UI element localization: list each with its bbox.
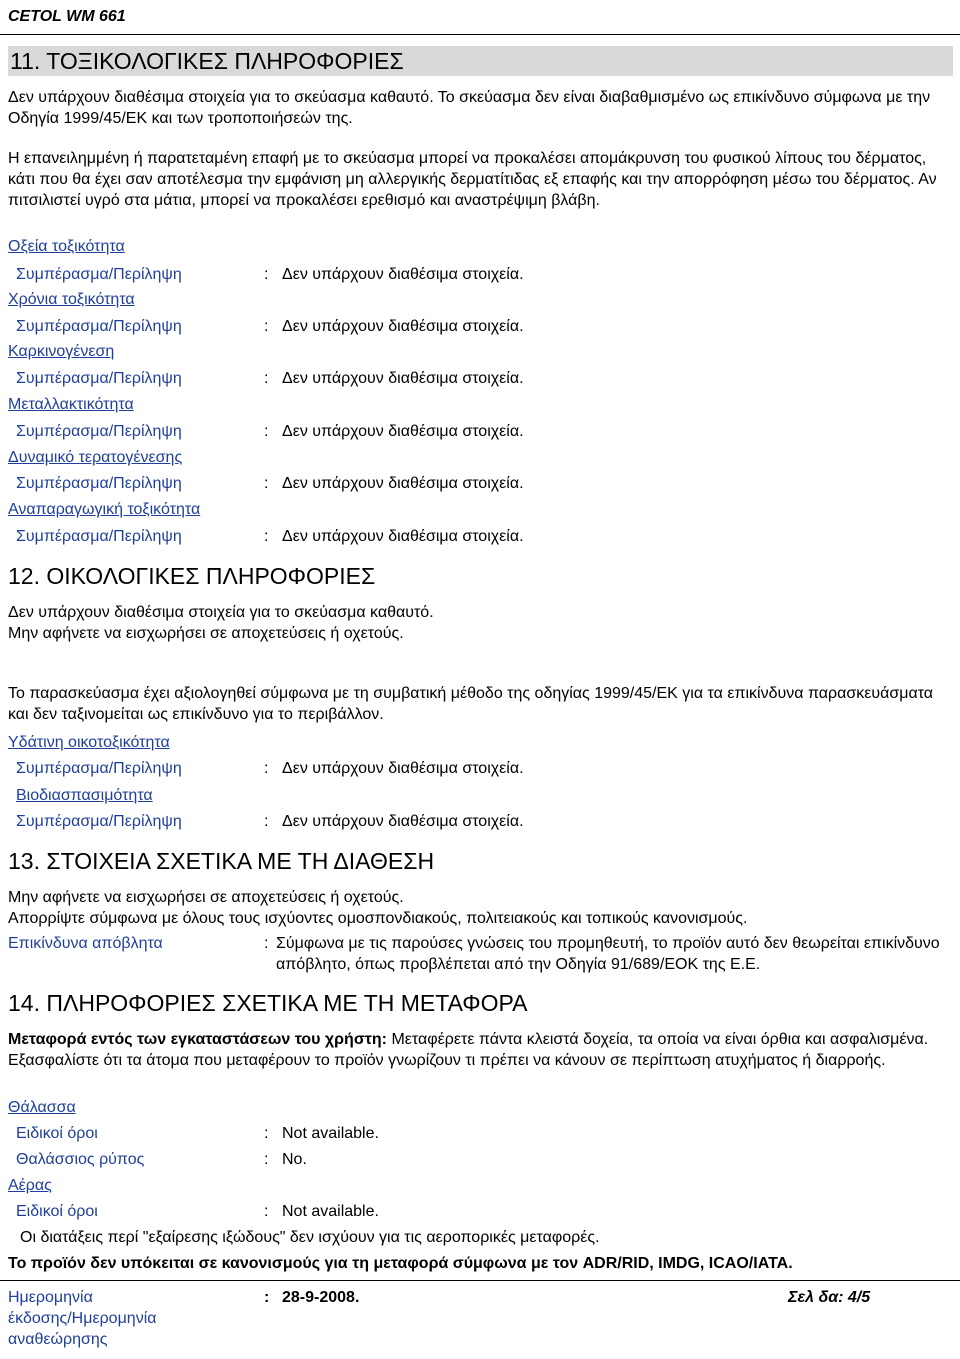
footer-divider <box>0 1280 960 1281</box>
conclusion-value: Δεν υπάρχουν διαθέσιμα στοιχεία. <box>282 423 524 440</box>
s11-intro-2: Η επανειλημμένη ή παρατεταμένη επαφή με το σκεύασμα μπορεί να προκαλέσει απομάκρυνση του φυσικού λίπους του δέρματος, κάτι που θα έχει σαν αποτέλεσμα την εμφάνιση μη αλλεργικής δερματίτιδας εξ επαφής και την απορρόφηση μέσω του δέρματος. Αν πιτσιλιστεί υγρό στα μάτια, μπορεί να προκαλέσει ερεθισμό και αναστρέψιμη βλάβη. <box>8 150 937 209</box>
s12-line-1: Δεν υπάρχουν διαθέσιμα στοιχεία για το σκεύασμα καθαυτό. <box>8 604 434 621</box>
subheading-carcinogenicity: Καρκινογένεση <box>8 343 115 360</box>
s12-line-2: Μην αφήνετε να εισχωρήσει σε αποχετεύσεις ή οχετούς. <box>8 625 404 642</box>
s13-line-2: Απορρίψτε σύμφωνα με όλους τους ισχύοντες ομοσπονδιακούς, πολιτειακούς και τοπικούς κανονισμούς. <box>8 910 748 927</box>
colon: : <box>264 318 269 335</box>
header-divider <box>0 34 960 35</box>
conclusion-label: Συμπέρασμα/Περίληψη <box>16 266 182 283</box>
transport-regulation-note: Το προϊόν δεν υπόκειται σε κανονισμούς για τη μεταφορά σύμφωνα με τον ADR/RID, IMDG, ICAO/IATA. <box>8 1255 793 1272</box>
conclusion-value: Δεν υπάρχουν διαθέσιμα στοιχεία. <box>282 475 524 492</box>
colon: : <box>264 475 269 492</box>
conclusion-value: Δεν υπάρχουν διαθέσιμα στοιχεία. <box>282 813 524 830</box>
section-11-title: 11. ΤΟΞΙΚΟΛΟΓΙΚΕΣ ΠΛΗΡΟΦΟΡΙΕΣ <box>8 46 953 76</box>
colon: : <box>264 1125 269 1142</box>
marine-pollutant-value: No. <box>282 1151 307 1168</box>
conclusion-label: Συμπέρασμα/Περίληψη <box>16 475 182 492</box>
special-provisions-value: Not available. <box>282 1203 379 1220</box>
marine-pollutant-label: Θαλάσσιος ρύπος <box>16 1151 145 1168</box>
footer-date-label-line-2: έκδοσης/Ημερομηνία <box>8 1310 157 1327</box>
subheading-chronic-toxicity: Χρόνια τοξικότητα <box>8 291 135 308</box>
conclusion-value: Δεν υπάρχουν διαθέσιμα στοιχεία. <box>282 760 524 777</box>
subheading-mutagenicity: Μεταλλακτικότητα <box>8 396 134 413</box>
page-number: Σελ δα: 4/5 <box>788 1289 871 1306</box>
conclusion-label: Συμπέρασμα/Περίληψη <box>16 370 182 387</box>
footer-date-label-line-1: Ημερομηνία <box>8 1289 93 1306</box>
conclusion-label: Συμπέρασμα/Περίληψη <box>16 813 182 830</box>
colon: : <box>264 370 269 387</box>
hazardous-waste-label: Επικίνδυνα απόβλητα <box>8 935 163 952</box>
conclusion-value: Δεν υπάρχουν διαθέσιμα στοιχεία. <box>282 318 524 335</box>
revision-date: 28-9-2008. <box>282 1289 360 1306</box>
conclusion-label: Συμπέρασμα/Περίληψη <box>16 423 182 440</box>
colon: : <box>264 760 269 777</box>
subheading-sea: Θάλασσα <box>8 1099 76 1116</box>
s13-line-1: Μην αφήνετε να εισχωρήσει σε αποχετεύσεις ή οχετούς. <box>8 889 404 906</box>
in-house-transport-label: Μεταφορά εντός των εγκαταστάσεων του χρήστη: <box>8 1031 387 1048</box>
conclusion-value: Δεν υπάρχουν διαθέσιμα στοιχεία. <box>282 528 524 545</box>
conclusion-value: Δεν υπάρχουν διαθέσιμα στοιχεία. <box>282 370 524 387</box>
footer-date-label-line-3: αναθεώρησης <box>8 1331 108 1348</box>
product-name: CETOL WM 661 <box>8 8 126 25</box>
colon: : <box>264 1151 269 1168</box>
section-14-title: 14. ΠΛΗΡΟΦΟΡΙΕΣ ΣΧΕΤΙΚΑ ΜΕ ΤΗ ΜΕΤΑΦΟΡΑ <box>8 990 528 1016</box>
air-viscosity-note: Οι διατάξεις περί "εξαίρεσης ιξώδους" δεν ισχύουν για τις αεροπορικές μεταφορές. <box>20 1229 600 1246</box>
s14-in-house-transport <box>8 1029 943 1071</box>
colon: : <box>264 266 269 283</box>
colon: : <box>264 1203 269 1220</box>
special-provisions-label: Ειδικοί όροι <box>16 1125 98 1142</box>
in-house-transport-text: Μεταφέρετε πάντα κλειστά δοχεία, τα οποία να είναι όρθια και ασφαλισμένα. Εξασφαλίστε ότι τα άτομα που μεταφέρουν το προϊόν γνωρίζουν τι πρέπει να κάνουν σε περίπτωση ατυχήματος ή διαρροής. <box>8 1031 929 1069</box>
s12-paragraph: Το παρασκεύασμα έχει αξιολογηθεί σύμφωνα με τη συμβατική μέθοδο της οδηγίας 1999/45/ΕΚ για τα επικίνδυνα παρασκευάσματα και δεν ταξινομείται ως επικίνδυνο για το περιβάλλον. <box>8 685 934 723</box>
conclusion-label: Συμπέρασμα/Περίληψη <box>16 760 182 777</box>
subheading-reproductive-toxicity: Αναπαραγωγική τοξικότητα <box>8 501 201 518</box>
subheading-air: Αέρας <box>8 1177 52 1194</box>
section-12-title: 12. ΟΙΚΟΛΟΓΙΚΕΣ ΠΛΗΡΟΦΟΡΙΕΣ <box>8 563 376 589</box>
colon: : <box>264 813 269 830</box>
subheading-acute-toxicity: Οξεία τοξικότητα <box>8 238 125 255</box>
conclusion-label: Συμπέρασμα/Περίληψη <box>16 528 182 545</box>
subheading-biodegradability: Βιοδιασπασιμότητα <box>16 787 153 804</box>
conclusion-value: Δεν υπάρχουν διαθέσιμα στοιχεία. <box>282 266 524 283</box>
colon: : <box>264 935 269 952</box>
colon: : <box>264 1289 270 1306</box>
colon: : <box>264 528 269 545</box>
subheading-teratogenicity: Δυναμικό τερατογένεσης <box>8 449 183 466</box>
conclusion-label: Συμπέρασμα/Περίληψη <box>16 318 182 335</box>
special-provisions-label: Ειδικοί όροι <box>16 1203 98 1220</box>
hazardous-waste-value: Σύμφωνα με τις παρούσες γνώσεις του προμηθευτή, το προϊόν αυτό δεν θεωρείται επικίνδυνο απόβλητο, όπως προβλέπεται από την Οδηγία 91/689/ΕΟΚ της Ε.Ε. <box>276 935 940 973</box>
s11-intro-1: Δεν υπάρχουν διαθέσιμα στοιχεία για το σκεύασμα καθαυτό. Το σκεύασμα δεν είναι διαβαθμισμένο ως επικίνδυνο σύμφωνα με την Οδηγία 1999/45/ΕΚ και των τροποποιήσεών της. <box>8 89 931 127</box>
section-13-title: 13. ΣΤΟΙΧΕΙΑ ΣΧΕΤΙΚΑ ΜΕ ΤΗ ΔΙΑΘΕΣΗ <box>8 848 435 874</box>
colon: : <box>264 423 269 440</box>
subheading-aquatic-ecotoxicity: Υδάτινη οικοτοξικότητα <box>8 734 170 751</box>
special-provisions-value: Not available. <box>282 1125 379 1142</box>
